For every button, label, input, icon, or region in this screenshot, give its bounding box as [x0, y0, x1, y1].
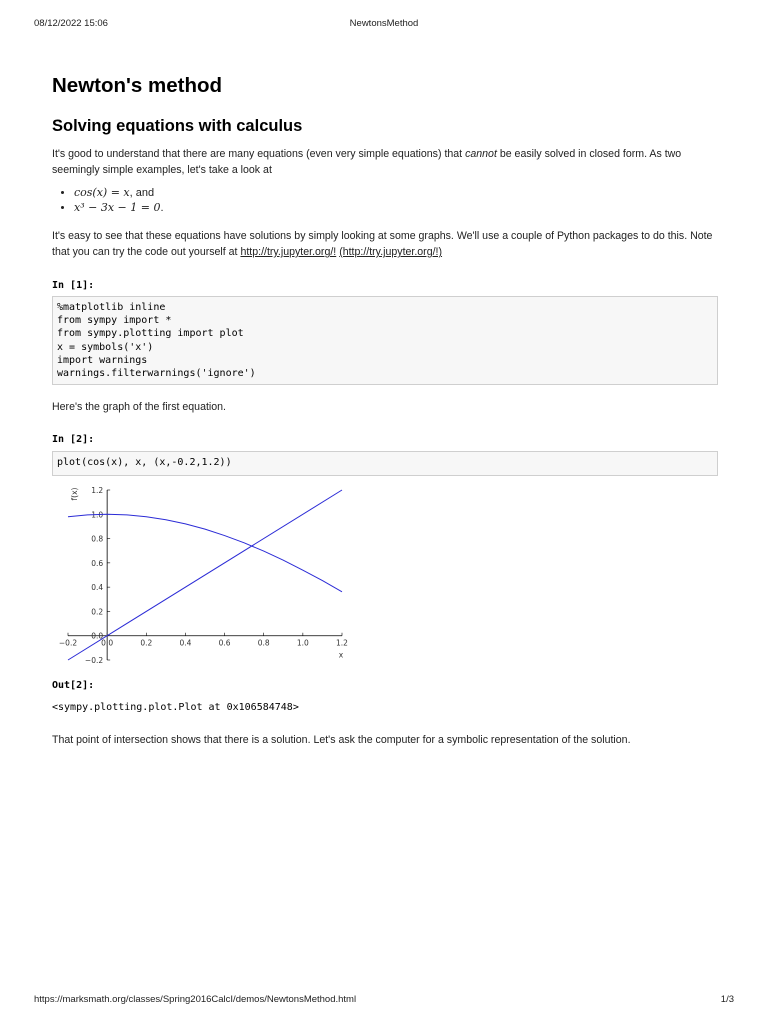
print-page-number: 1/3 — [720, 994, 734, 1005]
x-tick-label: 0.4 — [179, 638, 192, 648]
intersection-paragraph: That point of intersection shows that there is a solution. Let's ask the computer for a symbolic representation of the solution. — [52, 734, 631, 746]
y-tick-label: −0.2 — [84, 656, 104, 665]
y-tick-label: 0.0 — [91, 631, 104, 641]
print-title: NewtonsMethod — [349, 18, 419, 29]
example-suffix: . — [160, 201, 164, 214]
plot-cos-vs-x — [54, 480, 354, 670]
x-tick-label: 1.2 — [336, 638, 348, 648]
code-line: warnings.filterwarnings('ignore') — [57, 368, 256, 380]
section-heading: Solving equations with calculus — [52, 117, 303, 135]
code-line: x = symbols('x') — [57, 341, 154, 353]
x-tick-label: −0.2 — [58, 638, 78, 648]
jupyter-link-paren[interactable]: (http://try.jupyter.org/!) — [339, 246, 443, 258]
code-line: from sympy.plotting import plot — [57, 328, 244, 340]
y-tick-label: 1.0 — [91, 510, 104, 520]
graphs-paragraph — [52, 228, 720, 260]
y-tick-label: 0.2 — [91, 607, 104, 617]
x-tick-label: 0.6 — [218, 638, 231, 648]
example-item — [74, 201, 164, 216]
intro-paragraph — [52, 146, 720, 178]
series-line-cos — [68, 514, 342, 591]
y-tick-label: 0.8 — [91, 534, 104, 544]
cell-prompt: In [1]: — [52, 280, 95, 291]
print-datetime: 08/12/2022 15:06 — [34, 18, 108, 29]
x-tick-label: 1.0 — [296, 638, 309, 648]
example-item — [74, 186, 164, 201]
y-tick-label: 0.4 — [91, 583, 104, 593]
example-suffix: , and — [129, 187, 155, 199]
code-line: from sympy import * — [57, 315, 172, 327]
code-line: plot(cos(x), x, (x,-0.2,1.2)) — [57, 457, 232, 468]
x-axis-label: x — [338, 650, 344, 660]
y-tick-label: 0.6 — [91, 558, 104, 568]
y-tick-label: 1.2 — [91, 486, 104, 495]
equation-cos: cos(x) = x — [74, 186, 130, 199]
x-tick-label: 0.8 — [257, 638, 270, 648]
intro-text-after: be easily solved in closed form. As two seemingly simple examples, let's take a look at — [52, 148, 682, 176]
code-cell[interactable] — [52, 451, 718, 476]
output-prompt: Out[2]: — [52, 680, 95, 691]
output-text: <sympy.plotting.plot.Plot at 0x106584748> — [52, 702, 299, 713]
series-line-identity — [68, 490, 342, 660]
graph-intro: Here's the graph of the first equation. — [52, 401, 226, 413]
intro-text-before: It's good to understand that there are many equations (even very simple equations) that — [52, 148, 466, 160]
y-axis-label: f(x) — [70, 487, 80, 501]
code-line: import warnings — [57, 354, 148, 366]
examples-list — [60, 186, 164, 215]
intro-emphasis: cannot — [465, 148, 497, 160]
x-tick-label: 0.2 — [140, 638, 153, 648]
page-title: Newton's method — [52, 74, 223, 97]
jupyter-link[interactable]: http://try.jupyter.org/! — [240, 246, 337, 258]
x-tick-label: 0.0 — [101, 638, 114, 648]
print-url: https://marksmath.org/classes/Spring2016CalcI/demos/NewtonsMethod.html — [34, 994, 357, 1005]
code-cell[interactable] — [52, 296, 718, 385]
cell-prompt: In [2]: — [52, 434, 95, 445]
code-line: %matplotlib inline — [57, 302, 166, 313]
graphs-text: It's easy to see that these equations have solutions by simply looking at some graphs. We'll use a couple of Python packages to do this. Note that you can try the code out yourself at — [52, 230, 713, 258]
equation-cubic: x³ − 3x − 1 = 0 — [74, 200, 161, 214]
